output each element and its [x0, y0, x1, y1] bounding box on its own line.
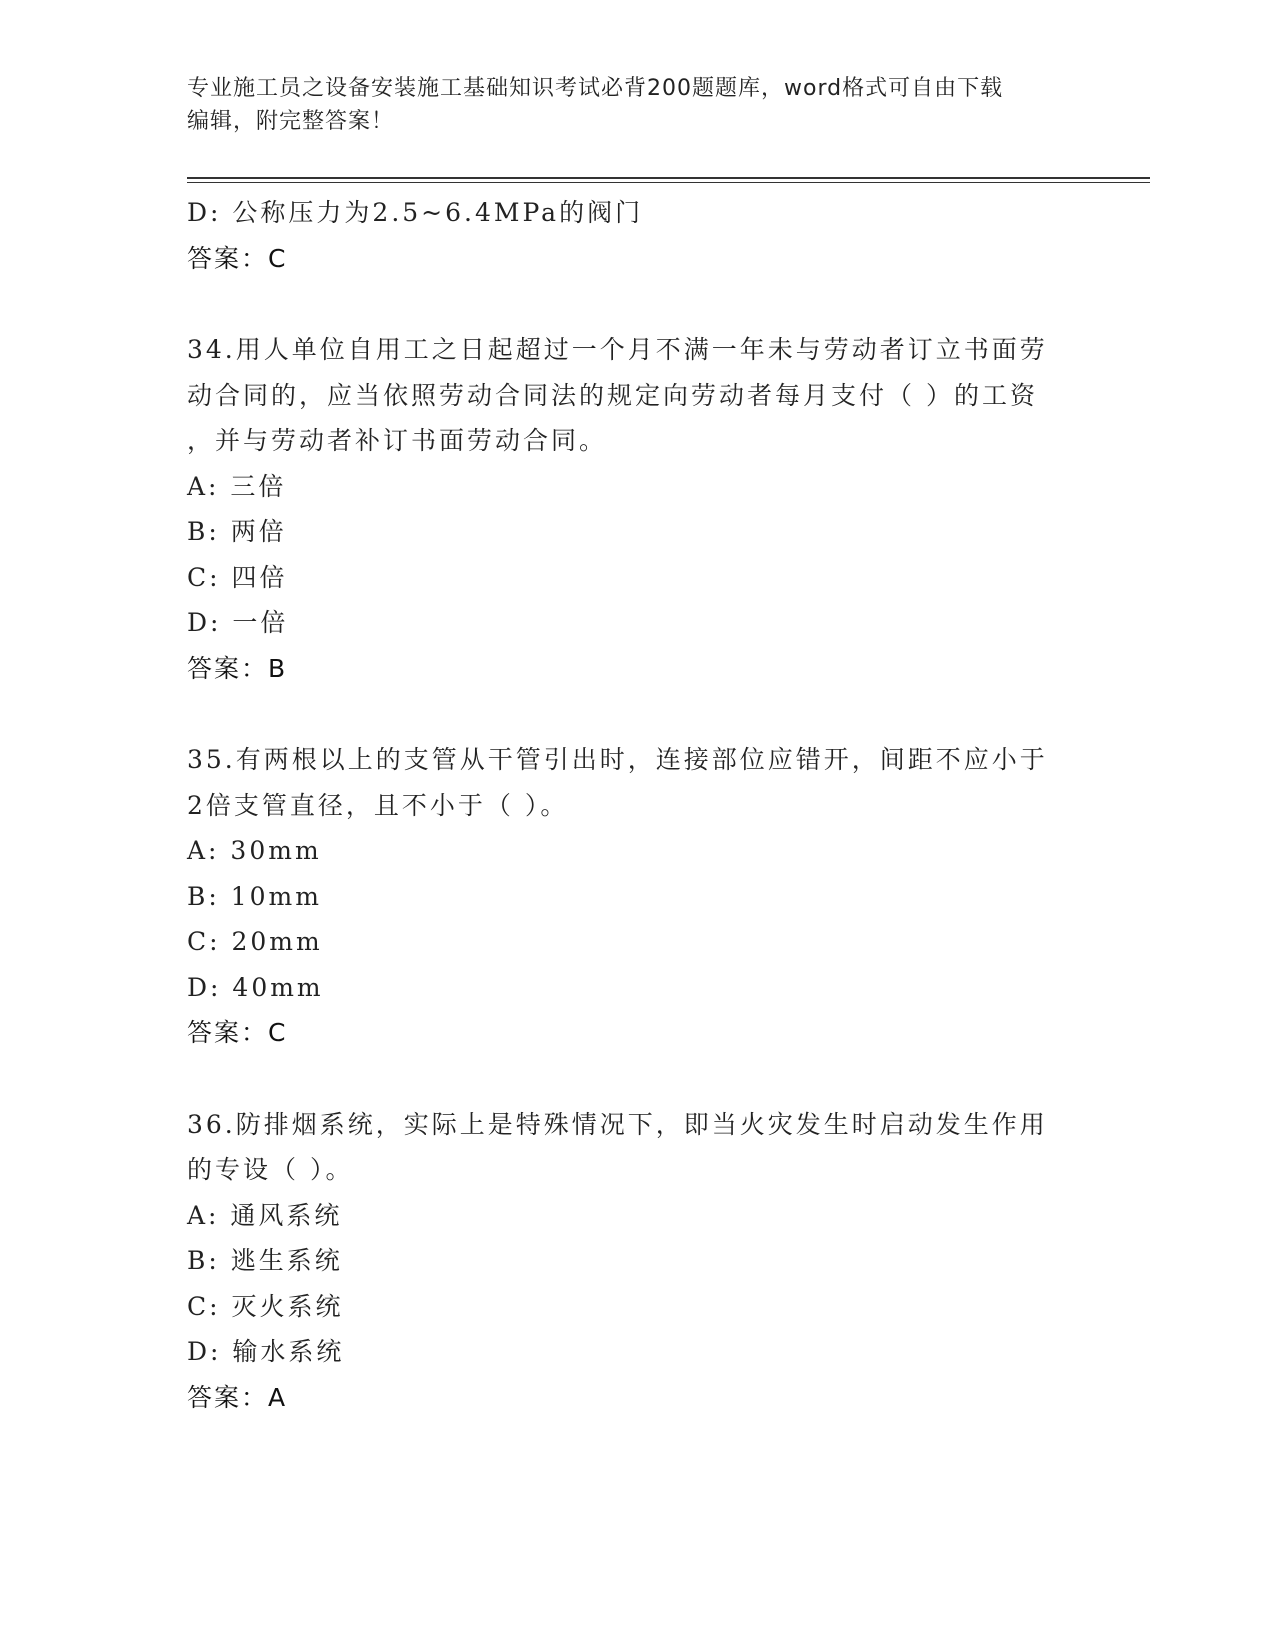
option-b: B: 两倍 — [187, 517, 287, 546]
option-d: D: 一倍 — [187, 608, 289, 637]
answer-line: 答案：C — [187, 1018, 288, 1047]
question-text-line: 的专设（ ）。 — [187, 1155, 354, 1184]
question-34 — [187, 327, 1067, 691]
question-text-line: 36.防排烟系统，实际上是特殊情况下，即当火灾发生时启动发生作用 — [187, 1109, 1048, 1139]
option-c: C: 灭火系统 — [187, 1291, 344, 1321]
header-title-line-1: 专业施工员之设备安装施工基础知识考试必背200题题库，word格式可自由下载 — [187, 76, 1004, 101]
option-c: C: 20mm — [187, 927, 323, 956]
question-text-line: ，并与劳动者补订书面劳动合同。 — [187, 426, 608, 455]
option-a: A: 通风系统 — [187, 1200, 343, 1230]
spacer — [187, 1056, 1067, 1102]
previous-question-tail — [187, 190, 1067, 281]
option-d: D: 输水系统 — [187, 1337, 345, 1366]
question-text-line: 2倍支管直径，且不小于（ ）。 — [187, 790, 569, 820]
option-b: B: 10mm — [187, 881, 322, 911]
question-36 — [187, 1102, 1067, 1421]
answer-line: 答案：C — [187, 243, 288, 273]
header-divider-thick — [187, 177, 1150, 179]
answer-line: 答案：B — [187, 653, 288, 683]
question-text-line: 动合同的，应当依照劳动合同法的规定向劳动者每月支付（ ）的工资 — [187, 380, 1038, 410]
option-b: B: 逃生系统 — [187, 1246, 343, 1275]
option-d: D: 40mm — [187, 972, 324, 1002]
answer-line: 答案：A — [187, 1382, 288, 1412]
question-35 — [187, 737, 1067, 1056]
document-header — [187, 72, 1067, 138]
option-a: A: 30mm — [187, 836, 322, 865]
spacer — [187, 281, 1067, 327]
option-d: D: 公称压力为2.5~6.4MPa的阀门 — [187, 198, 644, 227]
header-title-line-2: 编辑，附完整答案！ — [187, 109, 395, 134]
header-divider-thin — [187, 182, 1150, 183]
document-body — [187, 190, 1067, 1420]
spacer — [187, 691, 1067, 737]
question-text-line: 35.有两根以上的支管从干管引出时，连接部位应错开，间距不应小于 — [187, 745, 1048, 774]
option-c: C: 四倍 — [187, 562, 288, 592]
question-text-line: 34.用人单位自用工之日起超过一个月不满一年未与劳动者订立书面劳 — [187, 335, 1048, 364]
option-a: A: 三倍 — [187, 471, 287, 501]
